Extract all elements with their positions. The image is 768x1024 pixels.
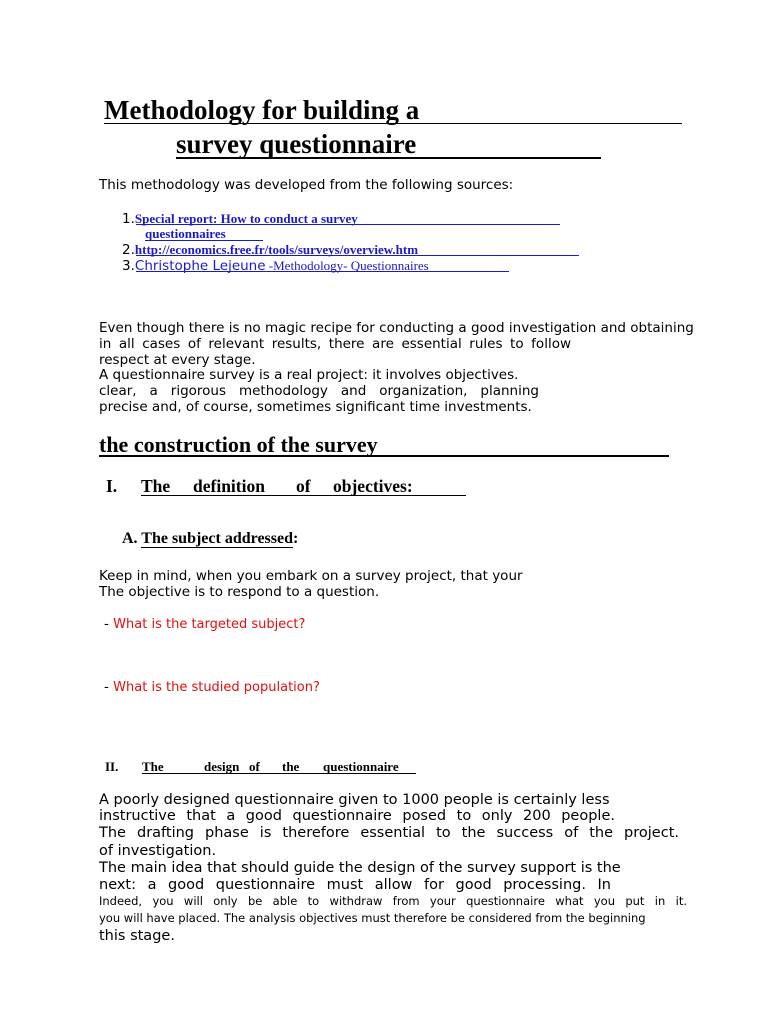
title-underline-1: [104, 123, 682, 124]
section-II-underline: [142, 773, 416, 774]
section-I-word: The: [141, 476, 171, 496]
bullet-dash: -: [104, 679, 109, 695]
section-I-word: of: [296, 476, 311, 496]
bullet-text: What is the targeted subject?: [113, 617, 306, 632]
source-3: [122, 257, 429, 275]
source-1-link[interactable]: Special report: How to conduct a survey: [134, 211, 358, 226]
document-title-line2: survey questionnaire: [176, 129, 417, 159]
section-A-colon: :: [293, 530, 299, 547]
document-title-line1: Methodology for building a: [104, 95, 420, 125]
section-I-word: objectives:: [333, 476, 413, 496]
paragraph-1-line: respect at every stage.: [99, 352, 256, 368]
source-number: 1.: [122, 211, 135, 227]
bullet-item: [104, 616, 305, 632]
paragraph-3-line: Indeed, you will only be able to withdraw from your questionnaire what you put in it.: [99, 894, 687, 908]
section-A-label: [122, 530, 298, 548]
source-number: 3.: [122, 258, 135, 274]
paragraph-1-line: clear, a rigorous methodology and organization, planning: [99, 383, 539, 399]
paragraph-2-line: The objective is to respond to a question.: [99, 584, 380, 600]
section-II-word: questionnaire: [323, 759, 399, 774]
section-I-underline: [141, 495, 466, 496]
bullet-text: What is the studied population?: [113, 680, 320, 695]
paragraph-1-line: Even though there is no magic recipe for conducting a good investigation and obtaining: [99, 320, 694, 336]
paragraph-2-line: Keep in mind, when you embark on a survey project, that your: [99, 568, 523, 584]
section-II-word: The: [142, 759, 164, 774]
paragraph-3-line: you will have placed. The analysis objectives must therefore be considered from the beginning: [99, 911, 646, 925]
paragraph-3-line: instructive that a good questionnaire posed to only 200 people.: [99, 808, 615, 824]
source-3-underline: [136, 271, 509, 272]
paragraph-3-line: this stage.: [99, 928, 175, 944]
source-2-link[interactable]: http://economics.free.fr/tools/surveys/overview.htm: [134, 242, 419, 257]
section-I-word: definition: [193, 476, 265, 496]
source-3-link-title[interactable]: -Methodology- Questionnaires: [265, 258, 429, 273]
section-heading-underline: [99, 455, 669, 457]
paragraph-1-line: in all cases of relevant results, there are essential rules to follow: [99, 336, 571, 352]
bullet-item: [104, 679, 320, 695]
paragraph-3-line: The drafting phase is therefore essential to the success of the project.: [99, 825, 679, 841]
section-II-word: the: [282, 759, 300, 774]
section-I-number: I.: [106, 476, 118, 496]
paragraph-1-line: A questionnaire survey is a real project: it involves objectives.: [99, 367, 519, 383]
source-number: 2.: [122, 242, 135, 258]
source-1-link-cont[interactable]: questionnaires: [145, 226, 226, 241]
title-underline-2: [176, 157, 601, 159]
section-A-title-text: The subject addressed: [141, 530, 293, 547]
section-heading: the construction of the survey: [99, 432, 378, 457]
section-II-word: design: [204, 759, 240, 774]
section-II-word: of: [249, 759, 260, 774]
section-A-letter: A.: [122, 530, 138, 547]
section-II-number: II.: [105, 759, 119, 774]
bullet-dash: -: [104, 616, 109, 632]
intro-text: This methodology was developed from the following sources:: [99, 177, 514, 193]
paragraph-3-line: next: a good questionnaire must allow for good processing. In: [99, 877, 611, 893]
paragraph-3-line: The main idea that should guide the design of the survey support is the: [99, 860, 621, 876]
source-3-link-author[interactable]: Christophe Lejeune: [134, 258, 266, 274]
source-2-underline: [136, 255, 579, 256]
paragraph-3-line: of investigation.: [99, 843, 217, 859]
paragraph-3-line: A poorly designed questionnaire given to 1000 people is certainly less: [99, 792, 610, 808]
paragraph-1-line: precise and, of course, sometimes significant time investments.: [99, 399, 532, 415]
source-1-underline: [136, 224, 560, 225]
section-A-title: [141, 530, 298, 547]
